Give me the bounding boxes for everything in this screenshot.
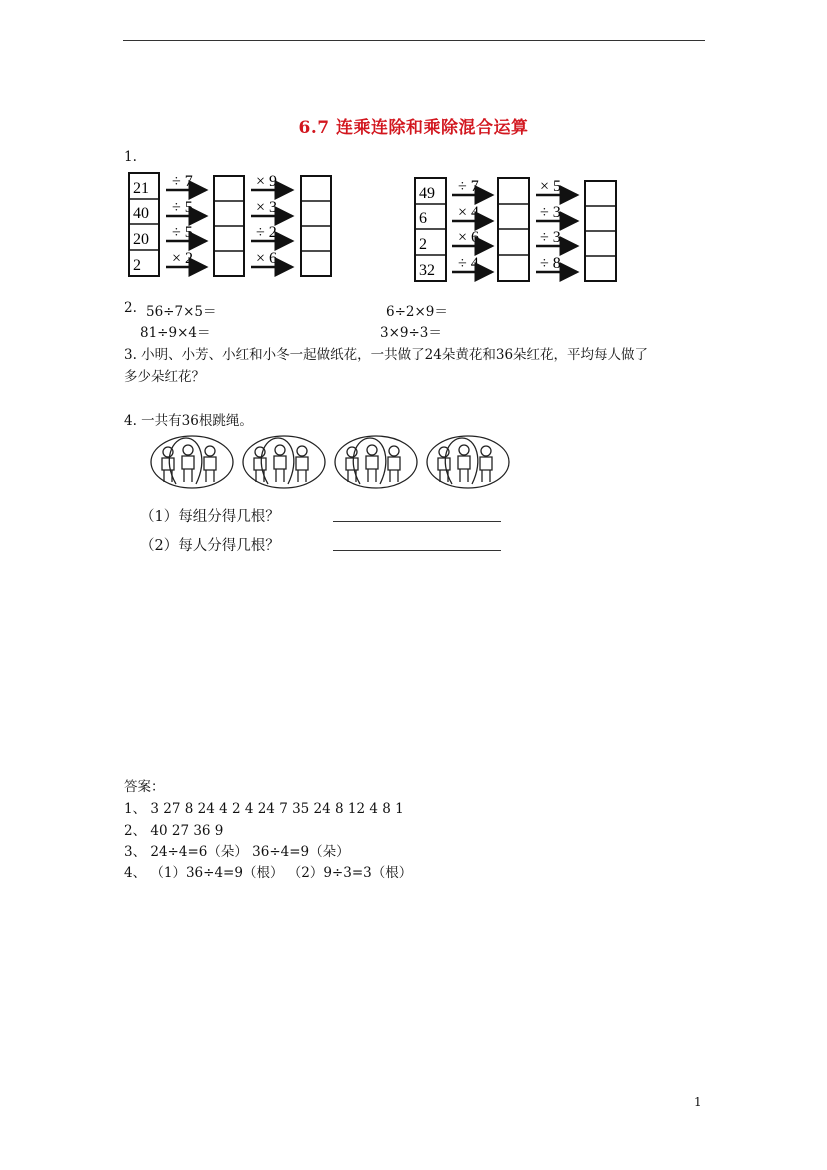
expression: 3×9÷3＝ [380, 325, 442, 341]
operation-label: ÷ 3 [540, 229, 561, 246]
start-number: 2 [419, 236, 427, 253]
operation-label: ÷ 8 [540, 255, 561, 272]
operation-label: × 5 [540, 178, 562, 195]
operation-label: × 2 [172, 250, 194, 267]
operation-label: ÷ 4 [458, 255, 479, 272]
question-4-text: 4. 一共有36根跳绳。 [124, 413, 253, 429]
exercise-1-left-diagram [126, 170, 341, 280]
start-number: 40 [133, 205, 149, 222]
jump-rope-groups-illustration [148, 434, 518, 492]
expression: 56÷7×5＝ [146, 304, 217, 320]
operation-label: ÷ 7 [172, 173, 193, 190]
page-number: 1 [694, 1095, 702, 1109]
question-3-text: 3. 小明、小芳、小红和小冬一起做纸花，一共做了24朵黄花和36朵红花，平均每人做了 [124, 347, 649, 363]
operation-label: ÷ 5 [172, 224, 193, 241]
answer-2: 2、 40 27 36 9 [124, 823, 224, 839]
operation-label: × 9 [256, 173, 278, 190]
operation-label: ÷ 7 [458, 178, 479, 195]
page-title: 6.7 连乘连除和乘除混合运算 [298, 118, 529, 138]
start-number: 21 [133, 180, 149, 197]
start-number: 20 [133, 231, 149, 248]
start-number: 2 [133, 257, 141, 274]
operation-label: × 3 [256, 199, 278, 216]
start-number: 6 [419, 210, 427, 227]
question-3-text: 多少朵红花？ [124, 369, 205, 385]
operation-label: ÷ 3 [540, 204, 561, 221]
question-4-sub-1: （1）每组分得几根？ [140, 509, 280, 525]
expression: 81÷9×4＝ [140, 325, 211, 341]
exercise-1-right-diagram [412, 175, 627, 285]
operation-label: ÷ 5 [172, 199, 193, 216]
start-number: 49 [419, 185, 435, 202]
question-1-label: 1. [124, 149, 137, 165]
answer-4: 4、 （1）36÷4=9（根） （2）9÷3=3（根） [124, 865, 413, 881]
answer-line[interactable] [333, 521, 501, 522]
question-2-label: 2. [124, 300, 137, 316]
answer-line[interactable] [333, 550, 501, 551]
start-number: 32 [419, 262, 435, 279]
operation-label: × 6 [256, 250, 278, 267]
answers-heading: 答案： [124, 779, 165, 795]
operation-label: × 6 [458, 229, 480, 246]
expression: 6÷2×9＝ [386, 304, 448, 320]
answer-1: 1、 3 27 8 24 4 2 4 24 7 35 24 8 12 4 8 1 [124, 801, 404, 817]
operation-label: × 4 [458, 204, 480, 221]
header-rule [123, 40, 705, 41]
operation-label: ÷ 2 [256, 224, 277, 241]
question-4-sub-2: （2）每人分得几根？ [140, 538, 280, 554]
answer-3: 3、 24÷4=6（朵） 36÷4=9（朵） [124, 844, 350, 860]
